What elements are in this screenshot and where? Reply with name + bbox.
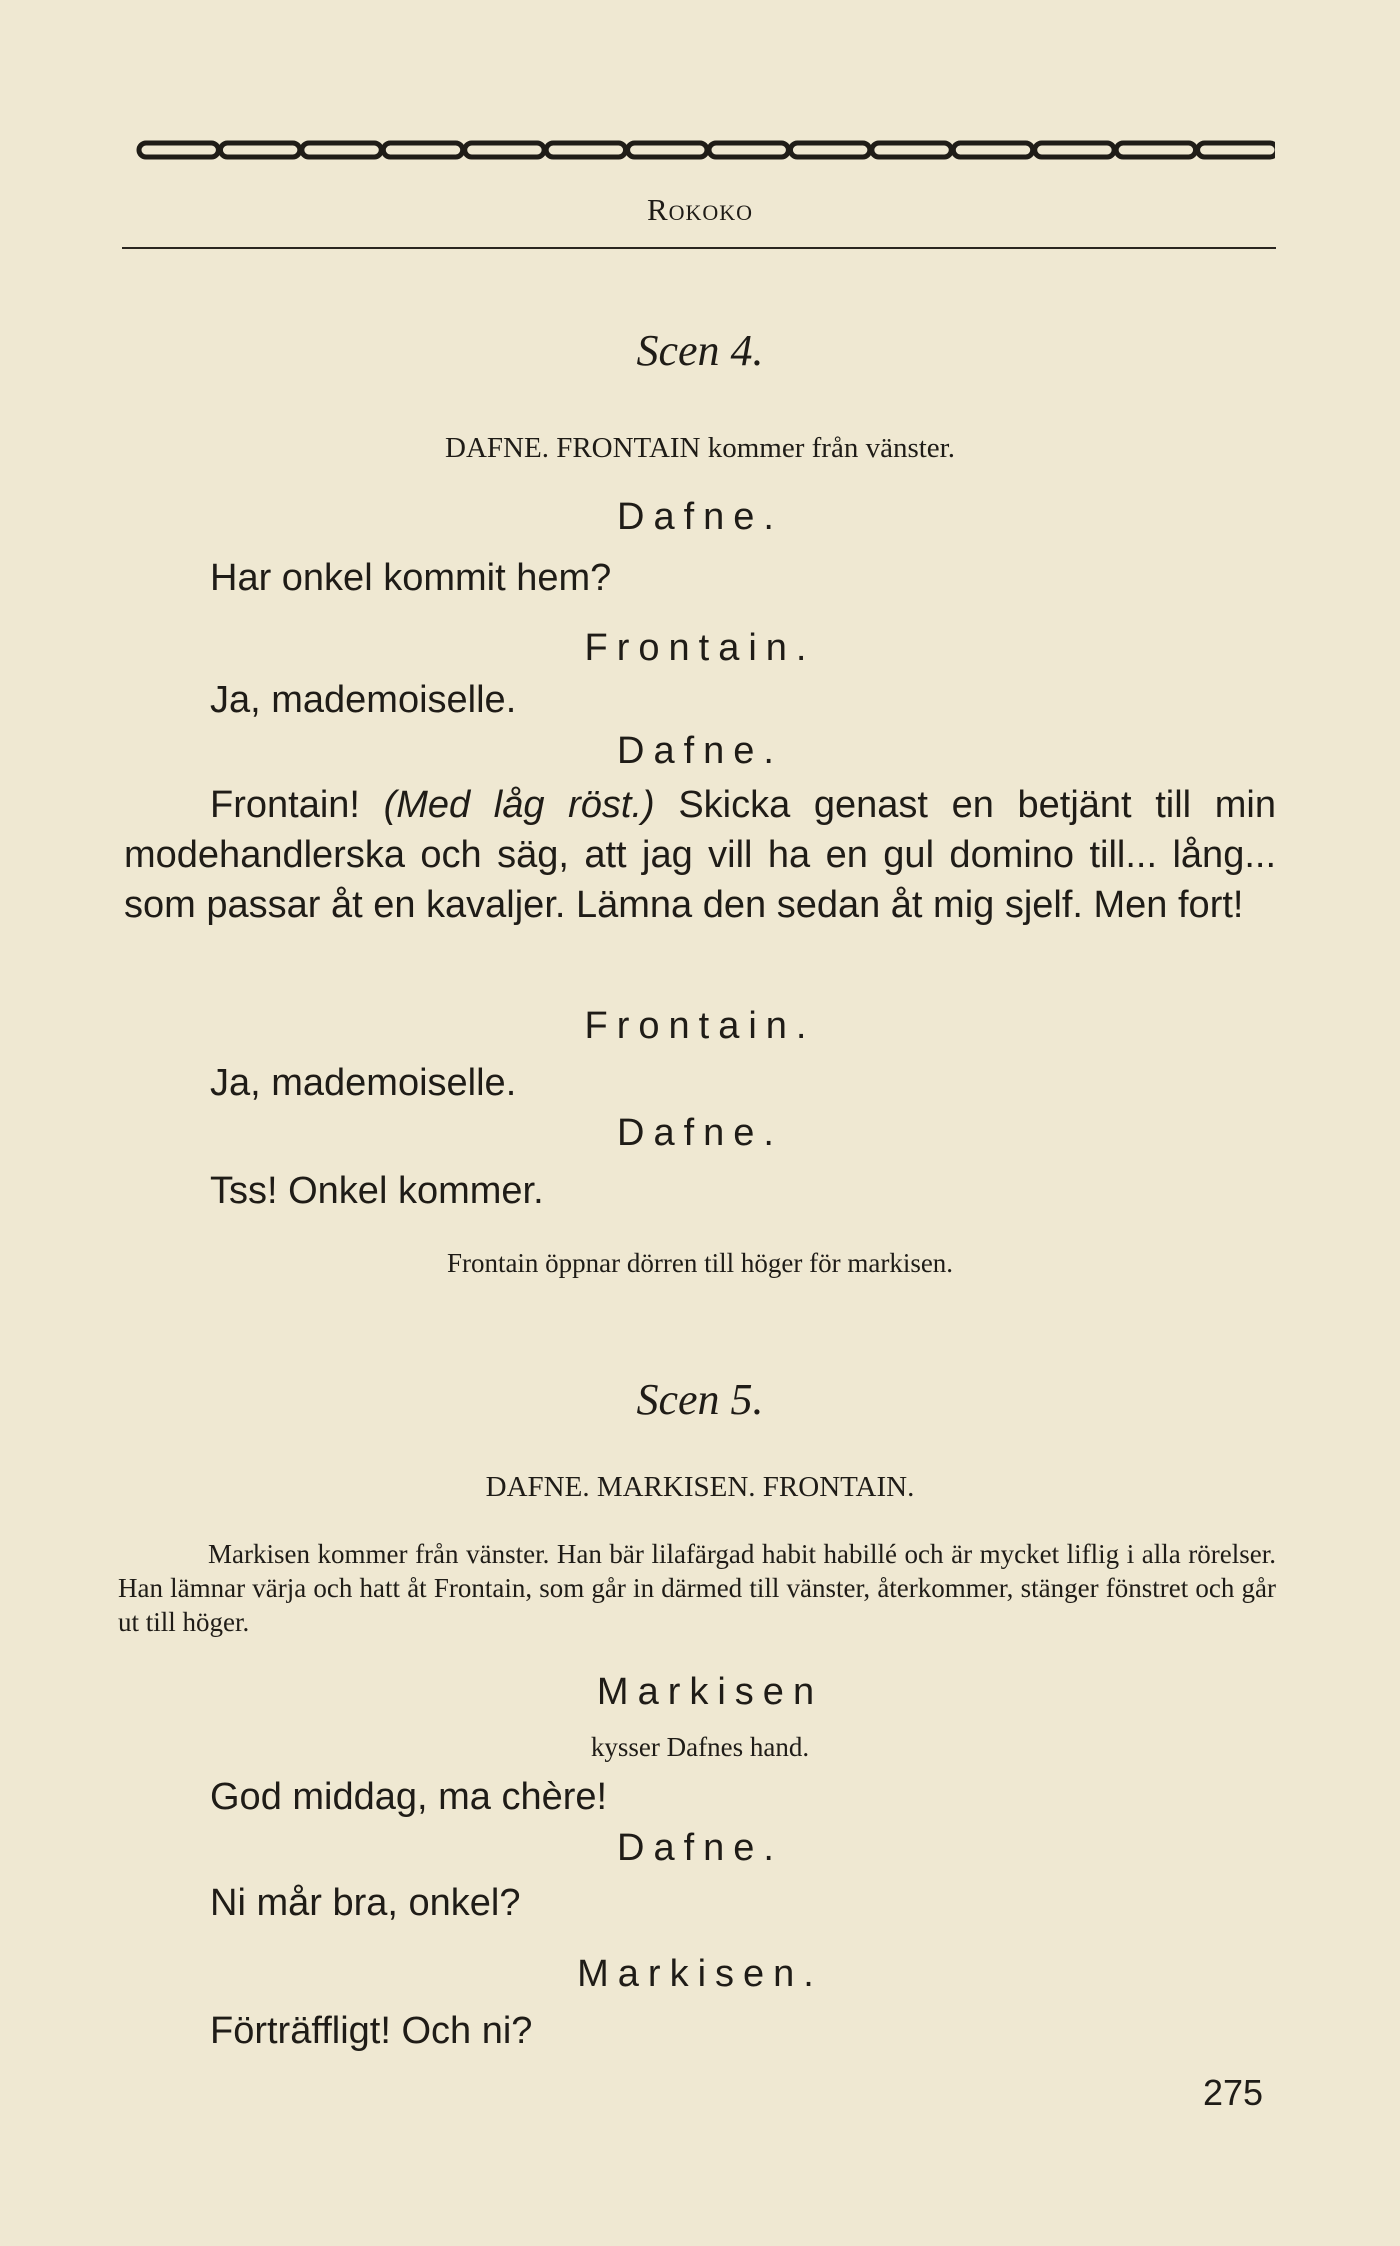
chain-link [220,143,299,157]
chain-link [953,143,1032,157]
stage-direction-inline: (Med låg röst.) [383,784,655,826]
markisen-line-2: Förträffligt! Och ni? [210,2010,533,2052]
chain-link [139,143,218,157]
speaker-dafne-3: Dafne. [617,1112,783,1154]
chain-link [872,143,951,157]
scene-5-title: Scen 5. [636,1375,764,1424]
speaker-dafne-2: Dafne. [617,730,783,772]
scene-5-cast: DAFNE. MARKISEN. FRONTAIN. [485,1471,915,1503]
speaker-frontain-2: Frontain. [584,1005,816,1047]
chain-link [465,143,544,157]
chain-link [709,143,788,157]
header-rule [122,247,1276,249]
chain-link [1116,143,1195,157]
line-1: Har onkel kommit hem? [210,557,612,599]
line-2: Ja, mademoiselle. [210,679,517,721]
chain-link [302,143,381,157]
line-5: Tss! Onkel kommer. [210,1170,544,1212]
dafne-line-6: Ni mår bra, onkel? [210,1882,521,1924]
speaker-markisen-1: Markisen [596,1671,824,1713]
markisen-line-1: God middag, ma chère! [210,1776,608,1818]
speaker-frontain-1: Frontain. [584,627,816,669]
chain-link [1035,143,1114,157]
ornamental-chain-border [135,138,1275,164]
running-title: Rokoko [646,192,754,227]
chain-link [790,143,869,157]
chain-link [546,143,625,157]
running-head [0,192,1400,228]
line-4: Ja, mademoiselle. [210,1062,517,1104]
scene-4-title: Scen 4. [636,326,764,375]
scene-4-cast: DAFNE. FRONTAIN kommer från vänster. [445,432,955,464]
page-number: 275 [1203,2072,1264,2113]
markisen-direction: kysser Dafnes hand. [590,1732,810,1762]
scene-5-stage-direction: Markisen kommer från vänster. Han bär lilafärgad habit habillé och är mycket liflig i alla rörelser. Han lämnar värja och hatt åt Frontain, som går in därmed till vänster, återkommer, stänger fönstret och går ut till höger. [118,1539,1276,1637]
speaker-dafne-4: Dafne. [617,1827,783,1869]
chain-link [628,143,707,157]
chain-link [383,143,462,157]
paragraph-rest: Skicka genast en betjänt till min modehandlerska och säg, att jag vill ha en gul domino till... lång... som passar åt en kavaljer. Lämna den sedan åt mig sjelf. Men fort! [124,784,1276,926]
dafne-paragraph [124,780,1276,930]
paragraph-start: Frontain! [210,784,384,826]
speaker-markisen-2: Markisen. [577,1953,823,1995]
speaker-dafne-1: Dafne. [617,496,783,538]
chain-link [1198,143,1275,157]
stage-direction-frontain: Frontain öppnar dörren till höger för markisen. [446,1248,954,1278]
